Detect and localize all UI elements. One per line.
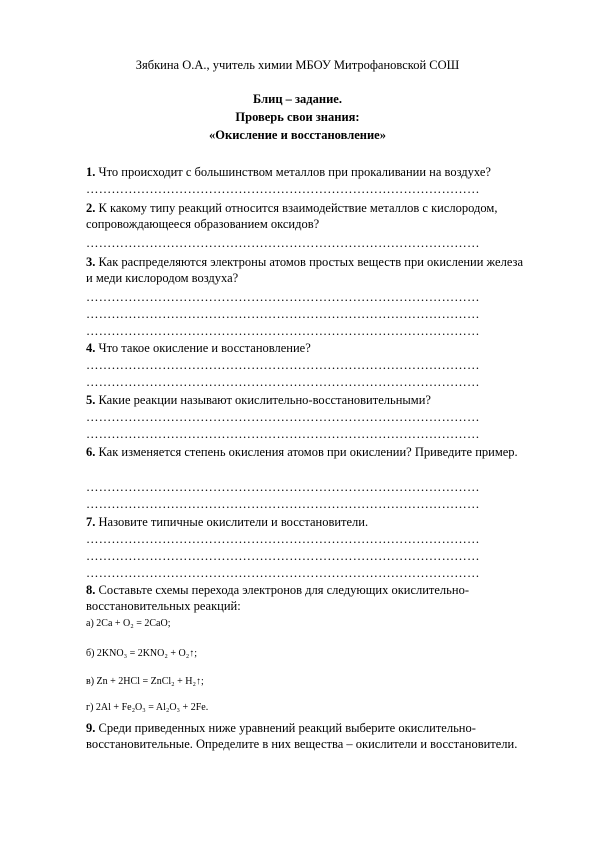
author-line: Зябкина О.А., учитель химии МБОУ Митрофановской СОШ xyxy=(135,58,460,72)
question-number: 8. xyxy=(86,583,96,597)
equation-c: в) Zn + 2HCl = ZnCl₂ + H₂↑; xyxy=(86,676,204,687)
answer-line[interactable]: ………………………………………………………………………………… xyxy=(86,566,480,580)
answer-line[interactable]: ………………………………………………………………………………… xyxy=(86,532,480,546)
question-text: Составьте схемы перехода электронов для следующих окислительно-восстановительных реакций: xyxy=(86,583,469,613)
answer-line[interactable]: ………………………………………………………………………………… xyxy=(86,427,480,441)
title-line-1: Блиц – задание. xyxy=(253,92,342,106)
answer-line[interactable]: ………………………………………………………………………………… xyxy=(86,290,480,304)
answer-line[interactable]: ………………………………………………………………………………… xyxy=(86,324,480,338)
question-1 xyxy=(86,164,526,180)
question-text: Что такое окисление и восстановление? xyxy=(98,341,311,355)
answer-line[interactable]: ………………………………………………………………………………… xyxy=(86,358,480,372)
answer-line[interactable]: ………………………………………………………………………………… xyxy=(86,480,480,494)
question-number: 4. xyxy=(86,341,96,355)
question-4 xyxy=(86,340,526,356)
question-text: Как распределяются электроны атомов простых веществ при окислении железа и меди кислородом воздуха? xyxy=(86,255,523,285)
question-text: К какому типу реакций относится взаимодействие металлов с кислородом, сопровождающееся образованием оксидов? xyxy=(86,201,498,231)
question-8 xyxy=(86,582,526,614)
question-number: 3. xyxy=(86,255,96,269)
title-line-2: Проверь свои знания: xyxy=(235,110,360,124)
answer-line[interactable]: ………………………………………………………………………………… xyxy=(86,182,480,196)
question-number: 6. xyxy=(86,445,96,459)
question-3 xyxy=(86,254,526,286)
question-number: 7. xyxy=(86,515,96,529)
equation-d: г) 2Al + Fe₂O₃ = Al₂O₃ + 2Fe. xyxy=(86,702,209,713)
question-text: Какие реакции называют окислительно-восстановительными? xyxy=(98,393,431,407)
answer-line[interactable]: ………………………………………………………………………………… xyxy=(86,236,480,250)
question-7 xyxy=(86,514,526,530)
question-text: Назовите типичные окислители и восстановители. xyxy=(98,515,369,529)
answer-line[interactable]: ………………………………………………………………………………… xyxy=(86,307,480,321)
question-2 xyxy=(86,200,526,232)
answer-line[interactable]: ………………………………………………………………………………… xyxy=(86,549,480,563)
answer-line[interactable]: ………………………………………………………………………………… xyxy=(86,497,480,511)
question-text: Среди приведенных ниже уравнений реакций выберите окислительно-восстановительные. Определите в них вещества – окислители и восстановители. xyxy=(86,721,518,751)
equation-a: а) 2Ca + O₂ = 2CaO; xyxy=(86,618,171,629)
question-text: Как изменяется степень окисления атомов при окислении? Приведите пример. xyxy=(98,445,518,459)
equation-b: б) 2KNO₃ = 2KNO₂ + O₂↑; xyxy=(86,648,197,659)
question-number: 2. xyxy=(86,201,96,215)
question-number: 9. xyxy=(86,721,96,735)
question-5 xyxy=(86,392,526,408)
question-6 xyxy=(86,444,526,460)
answer-line[interactable]: ………………………………………………………………………………… xyxy=(86,410,480,424)
title-line-3: «Окисление и восстановление» xyxy=(209,128,386,142)
question-number: 5. xyxy=(86,393,96,407)
answer-line[interactable]: ………………………………………………………………………………… xyxy=(86,375,480,389)
question-number: 1. xyxy=(86,165,96,179)
question-text: Что происходит с большинством металлов при прокаливании на воздухе? xyxy=(98,165,491,179)
question-9 xyxy=(86,720,526,752)
